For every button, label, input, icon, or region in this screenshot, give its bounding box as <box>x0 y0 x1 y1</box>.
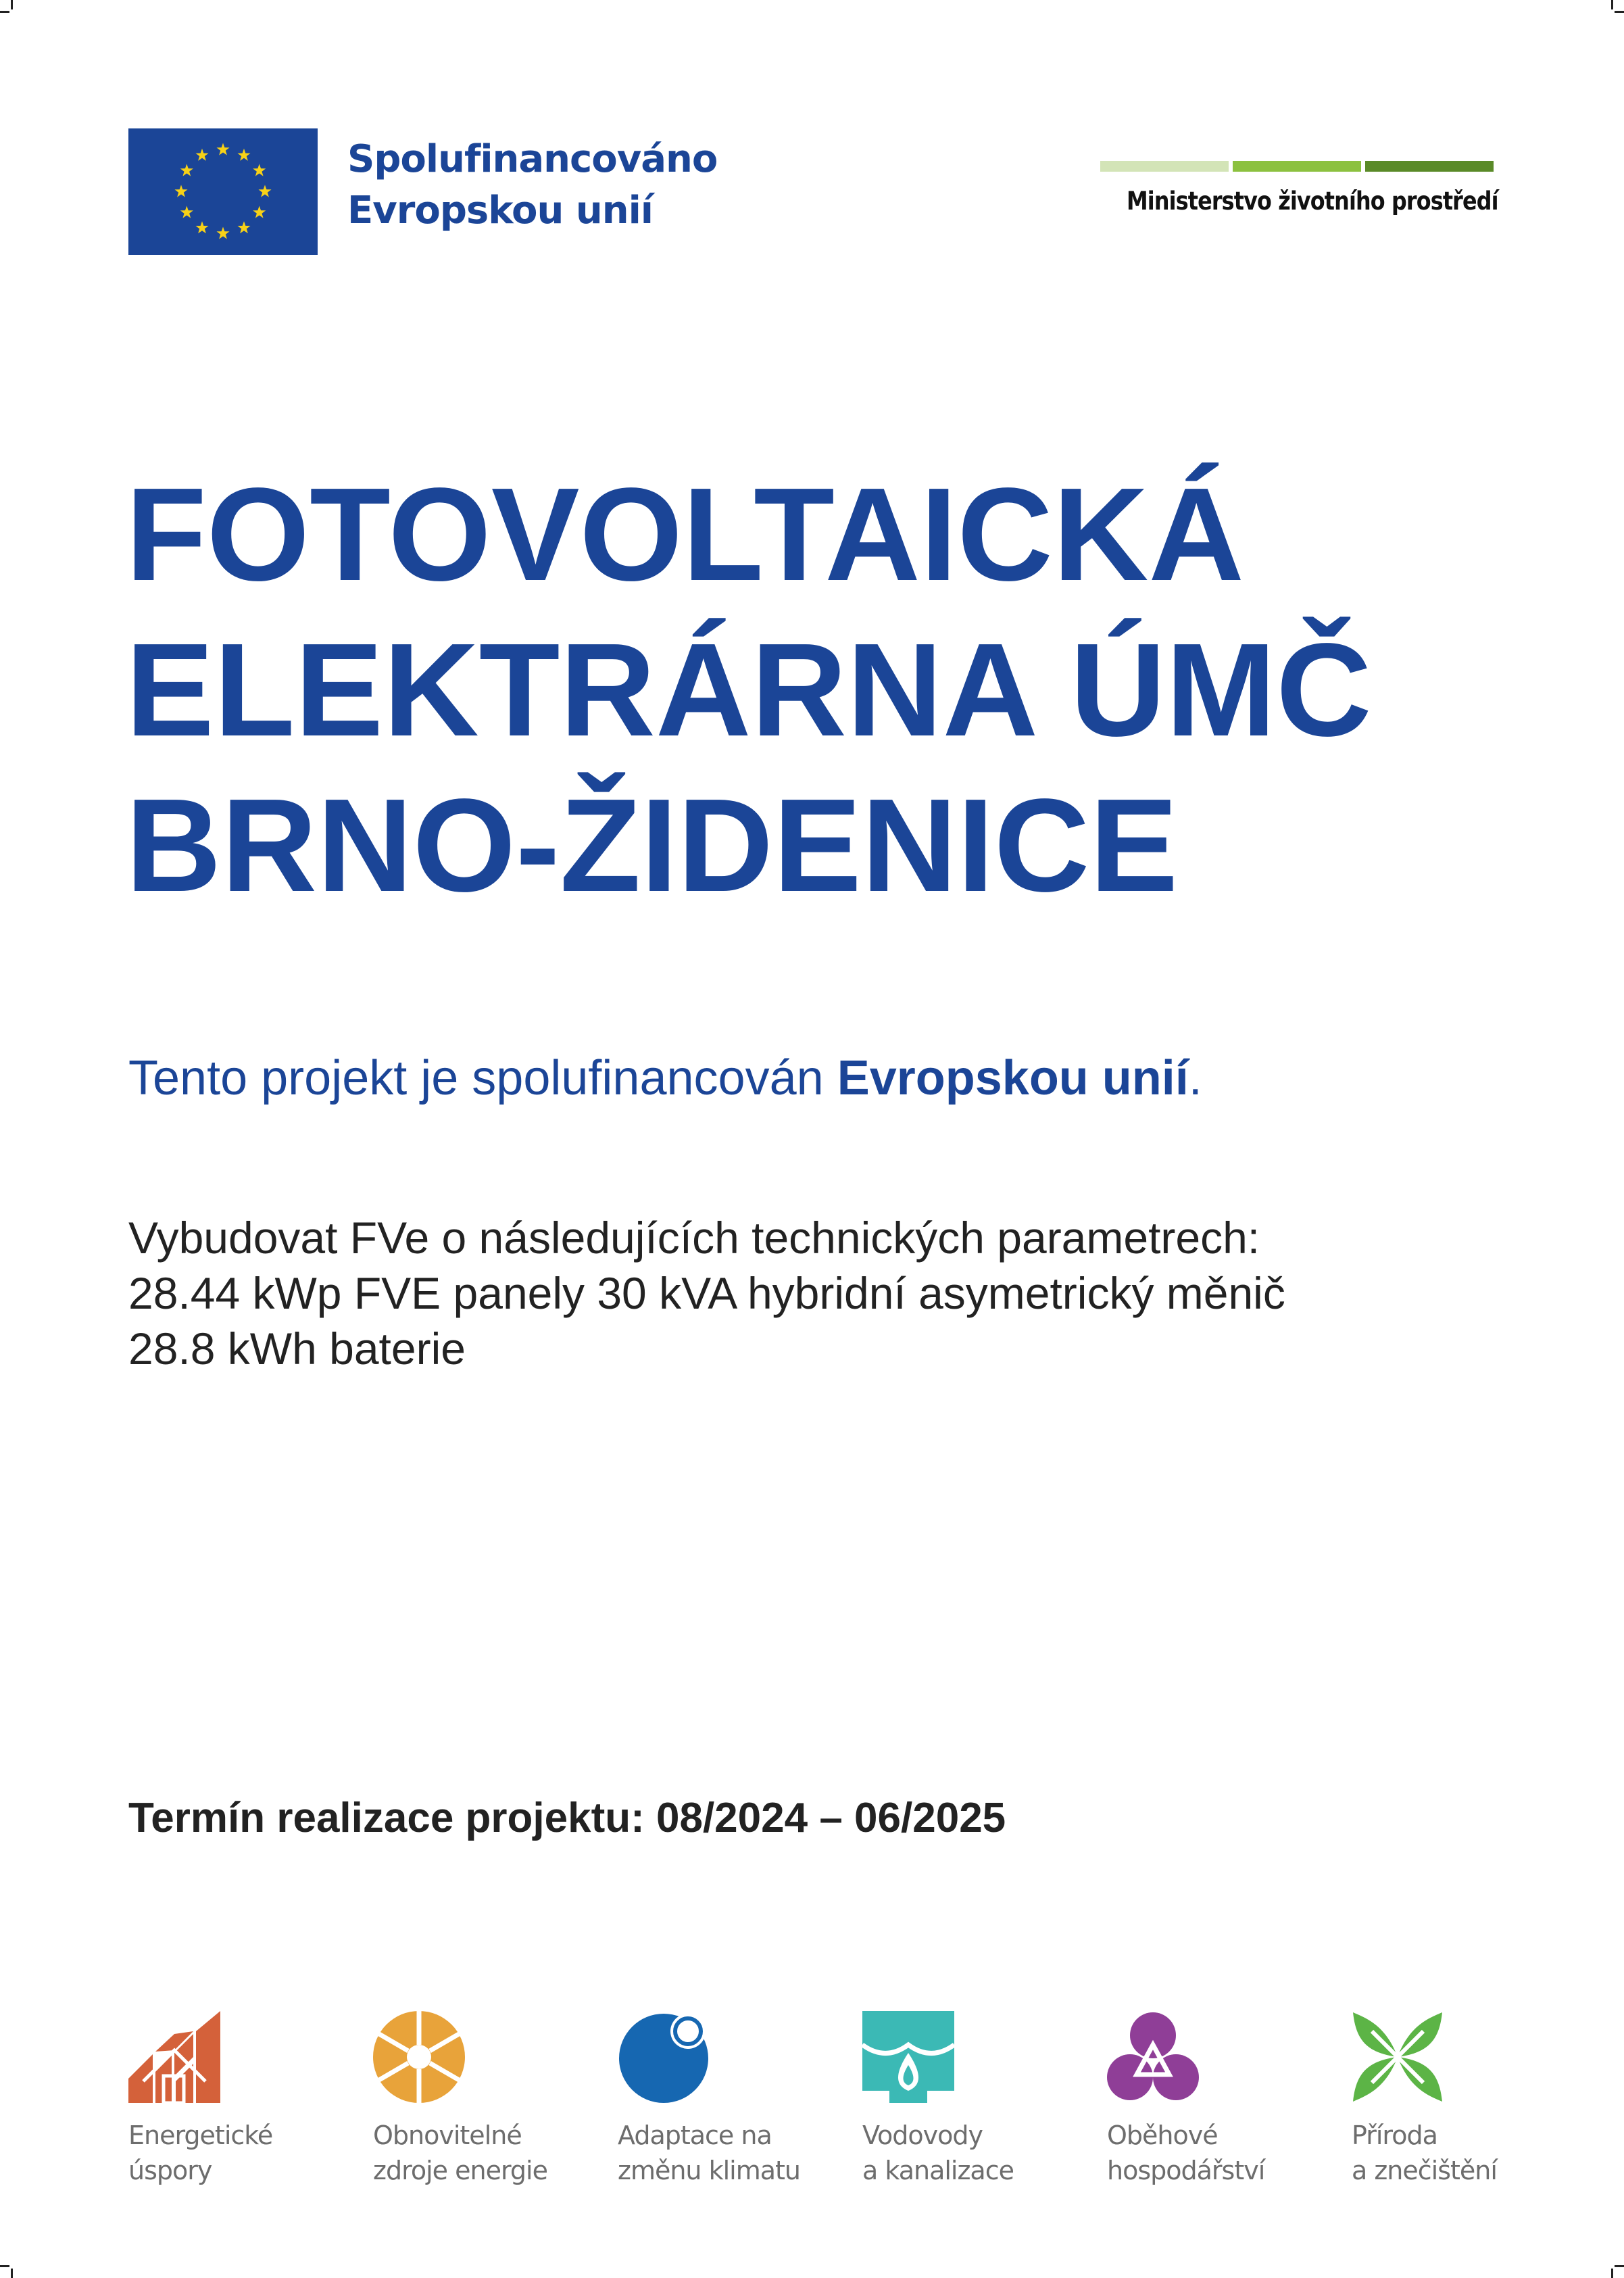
eu-flag-icon <box>128 128 318 255</box>
cofinancing-emphasis: Evropskou unií <box>837 1051 1189 1105</box>
crop-mark <box>1615 11 1624 13</box>
topic-circular-economy <box>1107 2011 1310 2188</box>
water-icon <box>862 2011 954 2103</box>
page-title <box>126 457 1545 923</box>
project-term: Termín realizace projektu: 08/2024 – 06/2025 <box>128 1795 1006 1841</box>
title-line: FOTOVOLTAICKÁ <box>126 460 1244 608</box>
topic-label-line: změnu klimatu <box>618 2156 800 2185</box>
ministry-bar <box>1233 161 1361 172</box>
description-line: 28.8 kWh baterie <box>128 1324 466 1374</box>
topic-label-line: zdroje energie <box>373 2156 547 2185</box>
title-line: BRNO-ŽIDENICE <box>126 771 1179 919</box>
topic-label-line: a znečištění <box>1352 2156 1497 2185</box>
crop-mark <box>0 11 9 13</box>
topic-label-line: Příroda <box>1352 2121 1437 2150</box>
cofinancing-statement <box>128 1044 1202 1112</box>
description-line: 28.44 kWp FVE panely 30 kVA hybridní asymetrický měnič <box>128 1268 1285 1318</box>
ministry-bar <box>1100 161 1229 172</box>
ministry-bar <box>1365 161 1494 172</box>
topic-label-line: Oběhové <box>1107 2121 1218 2150</box>
topic-label-line: Energetické <box>128 2121 273 2150</box>
topic-climate-adaptation <box>618 2011 820 2188</box>
topic-label-line: hospodářství <box>1107 2156 1265 2185</box>
crop-mark <box>0 2265 9 2267</box>
nature-icon <box>1352 2011 1444 2103</box>
crop-mark <box>1615 2265 1624 2267</box>
cofinancing-prefix: Tento projekt je spolufinancován <box>128 1051 837 1105</box>
crop-mark <box>11 2269 13 2278</box>
topic-label-line: Obnovitelné <box>373 2121 522 2150</box>
project-description <box>128 1210 1285 1376</box>
eu-cofinanced-label <box>347 134 717 237</box>
renewables-icon <box>373 2011 465 2103</box>
energy-savings-icon <box>128 2011 220 2103</box>
topic-label-line: Vodovody <box>862 2121 983 2150</box>
topic-nature <box>1352 2011 1554 2188</box>
ministry-name: Ministerstvo životního prostředí <box>1127 187 1498 216</box>
topic-water <box>862 2011 1065 2188</box>
ministry-color-bars <box>1100 161 1494 172</box>
crop-mark <box>11 0 13 9</box>
topic-label-line: Adaptace na <box>618 2121 772 2150</box>
eu-label-line: Evropskou unií <box>347 189 653 233</box>
topic-energy-savings <box>128 2011 331 2188</box>
topic-renewables <box>373 2011 576 2188</box>
crop-mark <box>1611 2269 1613 2278</box>
climate-adaptation-icon <box>618 2011 710 2103</box>
topic-label-line: a kanalizace <box>862 2156 1014 2185</box>
circular-economy-icon <box>1107 2011 1199 2103</box>
topic-label-line: úspory <box>128 2156 212 2185</box>
eu-label-line: Spolufinancováno <box>347 137 718 181</box>
title-line: ELEKTRÁRNA ÚMČ <box>126 616 1372 764</box>
description-line: Vybudovat FVe o následujících technických parametrech: <box>128 1213 1260 1263</box>
cofinancing-suffix: . <box>1188 1051 1202 1105</box>
crop-mark <box>1611 0 1613 9</box>
